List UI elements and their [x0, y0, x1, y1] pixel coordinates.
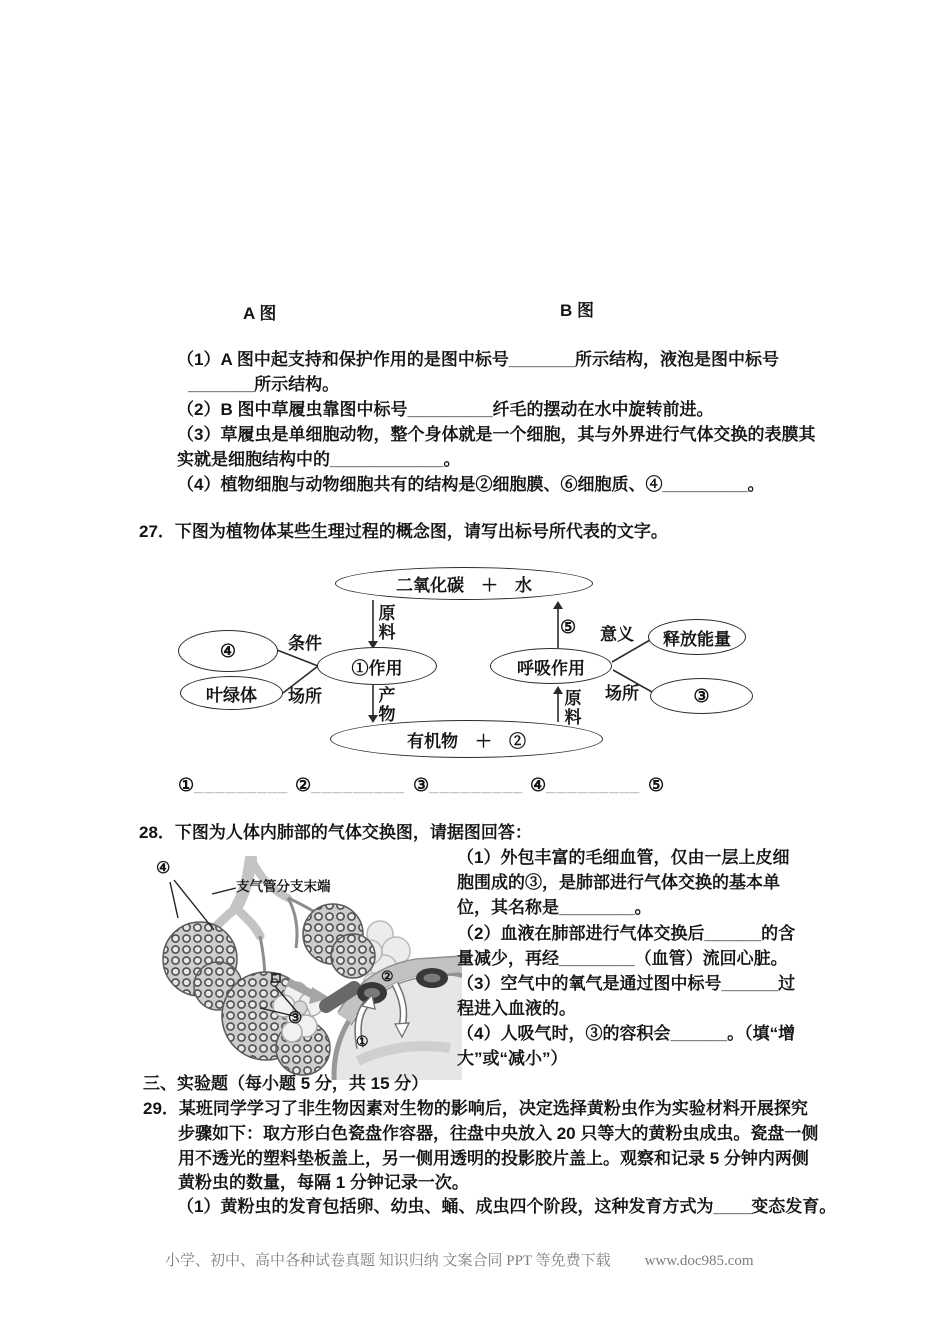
- page-footer: [165, 1249, 754, 1270]
- q28-line-6: （3）空气中的氧气是通过图中标号______过: [457, 974, 796, 993]
- q28-line-7: 程进入血液的。: [457, 999, 576, 1018]
- q29-line-1: 29．某班同学学习了非生物因素对生物的影响后，决定选择黄粉虫作为实验材料开展探究: [143, 1099, 808, 1118]
- figure-a-label: A 图: [243, 304, 277, 323]
- node-chloroplast: 叶绿体: [180, 676, 283, 710]
- answer-blank-line: _________: [546, 776, 641, 795]
- answer-blank-line: _________: [429, 776, 524, 795]
- footer-text: 小学、初中、高中各种试卷真题 知识归纳 文案合同 PPT 等免费下载: [165, 1253, 611, 1269]
- section3-heading: 三、实验题（每小题 5 分，共 15 分）: [143, 1074, 429, 1093]
- q28-line-9: 大”或“减小”）: [457, 1049, 568, 1068]
- answer-blank-line: _________: [194, 776, 289, 795]
- q28-title: 28．下图为人体内肺部的气体交换图，请据图回答：: [139, 823, 532, 842]
- q28-line-5: 量减少，再经________（血管）流回心脏。: [457, 949, 788, 968]
- answer-num: ③: [413, 775, 430, 795]
- edge-label-site-right: 场所: [605, 684, 639, 703]
- edge-label-site-left: 场所: [288, 687, 322, 706]
- edge-label-raw-material-left: 原料: [378, 604, 396, 642]
- q27-answer-blank-5: [648, 774, 664, 797]
- q28-line-3: 位，其名称是________。: [457, 898, 652, 917]
- node-label-3: ③: [650, 678, 753, 714]
- node-process-1: ①作用: [317, 647, 437, 685]
- edge-label-condition: 条件: [288, 634, 322, 653]
- node-organic: 有机物 ＋ ②: [330, 720, 603, 758]
- answer-num: ①: [178, 775, 195, 795]
- lung-label-4: ④: [156, 860, 171, 877]
- q27-title: 27．下图为植物体某些生理过程的概念图，请写出标号所代表的文字。: [139, 522, 668, 541]
- q28-line-8: （4）人吸气时，③的容积会______。（填“增: [457, 1024, 796, 1043]
- q29-item-1: （1）黄粉虫的发育包括卵、幼虫、蛹、成虫四个阶段，这种发育方式为____变态发育。: [177, 1197, 837, 1216]
- q27-answer-blank-2: [295, 774, 405, 797]
- lung-label-bronchiole: 支气管分支末端: [236, 879, 331, 894]
- answer-num: ⑤: [648, 775, 665, 795]
- q26-line-2: _______所示结构。: [188, 375, 340, 394]
- q28-line-1: （1）外包丰富的毛细血管，仅由一层上皮细: [457, 848, 790, 867]
- q28-line-2: 胞围成的③，是肺部进行气体交换的基本单: [457, 873, 780, 892]
- edge-label-5: ⑤: [560, 617, 577, 637]
- edge-label-product: 产物: [378, 686, 396, 724]
- q27-answer-blank-4: [530, 774, 640, 797]
- q27-answer-blank-3: [413, 774, 523, 797]
- node-release-energy: 释放能量: [648, 619, 746, 655]
- answer-blank-line: _________: [311, 776, 406, 795]
- footer-url: www.doc985.com: [644, 1253, 754, 1269]
- edge-label-meaning: 意义: [600, 625, 634, 644]
- q26-line-1: （1）A 图中起支持和保护作用的是图中标号_______所示结构，液泡是图中标号: [177, 350, 780, 369]
- q29-line-2: 步骤如下：取方形白色瓷盘作容器，往盘中央放入 20 只等大的黄粉虫成虫。瓷盘一侧: [178, 1124, 819, 1143]
- q29-line-4: 黄粉虫的数量，每隔 1 分钟记录一次。: [178, 1173, 469, 1192]
- q28-line-4: （2）血液在肺部进行气体交换后______的含: [457, 924, 796, 943]
- node-co2-water: 二氧化碳 ＋ 水: [335, 567, 593, 600]
- lung-figure: [148, 856, 462, 1080]
- q26-line-3: （2）B 图中草履虫靠图中标号_________纤毛的摆动在水中旋转前进。: [177, 400, 714, 419]
- node-label-4: ④: [178, 630, 278, 672]
- q26-line-6: （4）植物细胞与动物细胞共有的结构是②细胞膜、⑥细胞质、④_________。: [177, 475, 765, 494]
- lung-label-1: ①: [356, 1033, 369, 1049]
- q26-line-5: 实就是细胞结构中的____________。: [177, 450, 461, 469]
- answer-num: ④: [530, 775, 547, 795]
- lung-label-3: ③: [288, 1010, 303, 1027]
- answer-num: ②: [295, 775, 312, 795]
- q27-answer-blank-1: [178, 774, 288, 797]
- q26-line-4: （3）草履虫是单细胞动物，整个身体就是一个细胞，其与外界进行气体交换的表膜其: [177, 425, 816, 444]
- figure-b-label: B 图: [560, 301, 594, 320]
- lung-label-2: ②: [381, 968, 394, 984]
- node-respiration: 呼吸作用: [490, 648, 612, 684]
- q29-line-3: 用不透光的塑料垫板盖上，另一侧用透明的投影胶片盖上。观察和记录 5 分钟内两侧: [178, 1149, 809, 1168]
- edge-label-raw-material-right: 原料: [564, 689, 582, 727]
